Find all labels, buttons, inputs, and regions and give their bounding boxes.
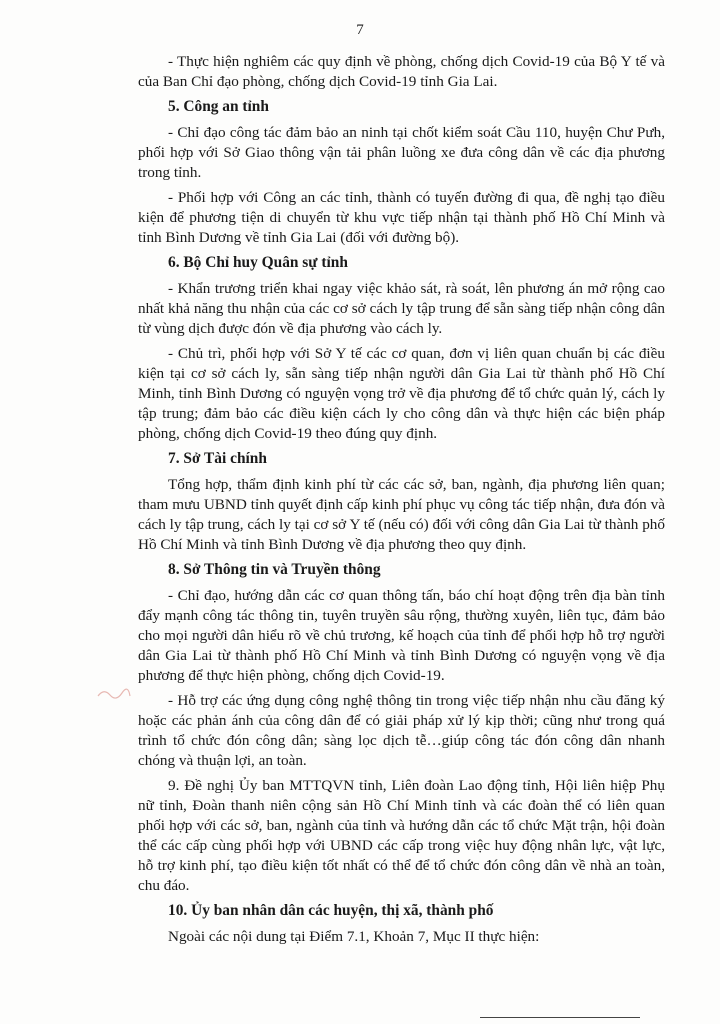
paragraph-media-guidance: - Chỉ đạo, hướng dẫn các cơ quan thông tấn, báo chí hoạt động trên địa bàn tỉnh đẩy mạnh công tác thông tin, tuyên truyền sâu rộng, thường xuyên, liên tục, đảm bảo cho mọi người dân hiểu rõ về chủ trương, kế hoạch của tỉnh để phối hợp hỗ trợ người dân Gia Lai từ thành phố Hồ Chí Minh và tỉnh Bình Dương có nguyện vọng về địa phương để thực hiện phòng, chống dịch Covid-19. — [138, 587, 665, 684]
document-body — [138, 52, 665, 952]
paragraph-it-support: - Hỗ trợ các ứng dụng công nghệ thông tin trong việc tiếp nhận nhu cầu đăng ký hoặc các phản ánh của công dân để có giải pháp xử lý kịp thời; cũng như trong quá trình tổ chức đón công dân; sàng lọc dịch tễ…giúp công tác đón công dân nhanh chóng và thuận lợi, an toàn. — [138, 692, 665, 769]
paragraph-covid-rules: - Thực hiện nghiêm các quy định về phòng, chống dịch Covid-19 của Bộ Y tế và của Ban Chỉ đạo phòng, chống dịch Covid-19 tỉnh Gia Lai. — [138, 53, 665, 90]
heading-cong-an-tinh: 5. Công an tỉnh — [168, 98, 269, 115]
page-number: 7 — [356, 22, 364, 38]
paragraph-finance-budget: Tổng hợp, thẩm định kinh phí từ các các sở, ban, ngành, địa phương liên quan; tham mưu UBND tỉnh quyết định cấp kinh phí phục vụ công tác tiếp nhận, đưa đón và cách ly tập trung, cách ly tại cơ sở Y tế (nếu có) đối với công dân Gia Lai từ thành phố Hồ Chí Minh và tỉnh Bình Dương về địa phương theo quy định. — [138, 476, 665, 553]
paragraph-security-checkpoint: - Chỉ đạo công tác đảm bảo an ninh tại chốt kiểm soát Cầu 110, huyện Chư Pưh, phối hợp với Sở Giao thông vận tải phân luồng xe đưa công dân về các địa phương trong tỉnh. — [138, 124, 665, 181]
footer-rule — [480, 1017, 640, 1018]
heading-finance-dept: 7. Sở Tài chính — [168, 450, 267, 467]
paragraph-quarantine-expansion: - Khẩn trương triển khai ngay việc khảo sát, rà soát, lên phương án mở rộng cao nhất khả năng thu nhận của các cơ sở cách ly tập trung để sẵn sàng tiếp nhận công dân từ vùng dịch được đón về địa phương vào cách ly. — [138, 280, 665, 337]
heading-military-command: 6. Bộ Chỉ huy Quân sự tỉnh — [168, 254, 348, 271]
paragraph-police-coordination: - Phối hợp với Công an các tỉnh, thành có tuyến đường đi qua, đề nghị tạo điều kiện để phương tiện di chuyển từ khu vực tiếp nhận tại thành phố Hồ Chí Minh và tỉnh Bình Dương về tỉnh Gia Lai (đối với đường bộ). — [138, 189, 665, 246]
heading-info-comm-dept: 8. Sở Thông tin và Truyền thông — [168, 561, 381, 578]
scan-artifact-mark — [96, 686, 132, 700]
paragraph-additional-tasks: Ngoài các nội dung tại Điểm 7.1, Khoản 7, Mục II thực hiện: — [168, 928, 540, 945]
paragraph-front-organizations: 9. Đề nghị Ủy ban MTTQVN tỉnh, Liên đoàn Lao động tỉnh, Hội liên hiệp Phụ nữ tỉnh, Đoàn thanh niên cộng sản Hồ Chí Minh tỉnh và các đoàn thể có liên quan phối hợp với các sở, ban, ngành của tỉnh và hướng dẫn các tổ chức Mặt trận, hội đoàn thể các cấp cùng phối hợp với UBND các cấp trong việc huy động nhân lực, vật lực, hỗ trợ kinh phí, tạo điều kiện tốt nhất có thể để tổ chức đón công dân về nhà an toàn, chu đáo. — [138, 777, 665, 894]
heading-district-committees: 10. Ủy ban nhân dân các huyện, thị xã, thành phố — [168, 902, 494, 919]
paragraph-quarantine-preparation: - Chủ trì, phối hợp với Sở Y tế các cơ quan, đơn vị liên quan chuẩn bị các điều kiện tại cơ sở cách ly, sẵn sàng tiếp nhận người dân Gia Lai từ thành phố Hồ Chí Minh, tỉnh Bình Dương có nguyện vọng trở về địa phương để tổ chức quản lý, cách ly tập trung; đảm bảo các điều kiện cách ly cho công dân và thực hiện các biện pháp phòng, chống dịch Covid-19 theo đúng quy định. — [138, 345, 665, 442]
